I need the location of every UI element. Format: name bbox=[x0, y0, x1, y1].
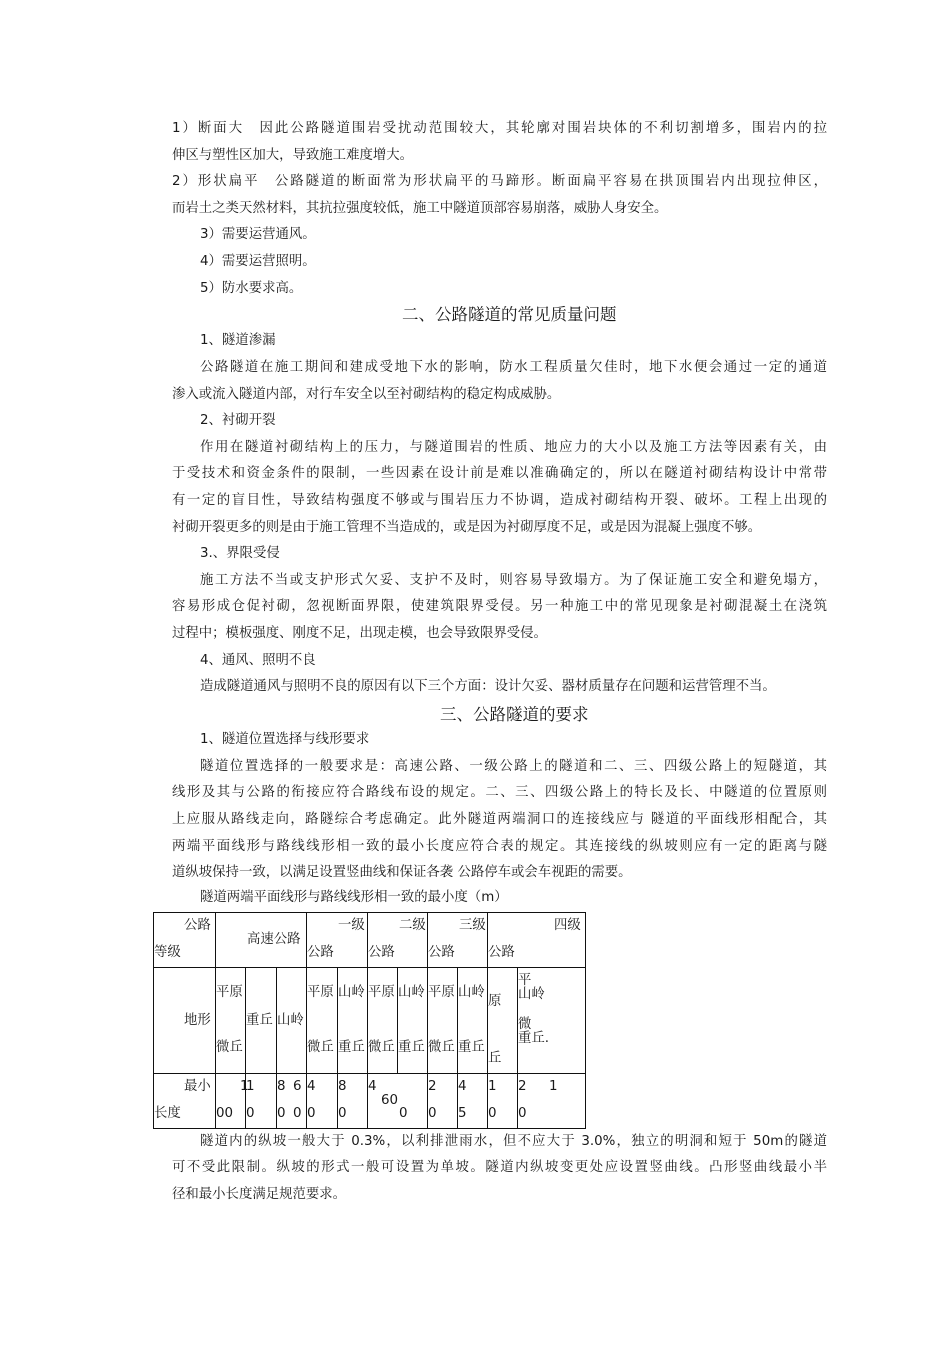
cell-t8 bbox=[428, 968, 458, 1074]
table-v10-top: 4 bbox=[458, 1079, 467, 1094]
table-v5-top: 4 bbox=[307, 1079, 316, 1094]
table-v12-top: 2 bbox=[518, 1079, 527, 1094]
table-h-yiji-gonglu: 公路 bbox=[307, 945, 334, 960]
cell-gaosu bbox=[216, 913, 307, 968]
table-h-zuixiao: 最小 bbox=[184, 1079, 211, 1094]
cell-t6 bbox=[368, 968, 398, 1074]
section-2-4-text: 造成隧道通风与照明不良的原因有以下三个方面：设计欠妥、器材质量存在问题和运营管理不当。 bbox=[200, 679, 776, 694]
cell-t10 bbox=[488, 968, 518, 1074]
cell-siji bbox=[488, 913, 586, 968]
table-t6-weiqiu: 微丘 bbox=[368, 1040, 395, 1055]
table-t8-pingyuan: 平原 bbox=[428, 985, 455, 1000]
item-2-line-1: 2）形状扁平 公路隧道的断面常为形状扁平的马蹄形。断面扁平容易在拱顶围岩内出现拉伸区， bbox=[172, 174, 827, 189]
item-4: 4）需要运营照明。 bbox=[200, 254, 316, 269]
table-t9-shanling: 山岭 bbox=[458, 985, 485, 1000]
table-h-siji: 四级 bbox=[554, 918, 581, 933]
table-v1-top: 1 bbox=[240, 1079, 249, 1094]
table-v11-top: 1 bbox=[488, 1079, 497, 1094]
table-t10-qiu: 丘 bbox=[488, 1051, 502, 1066]
table-t6-pingyuan: 平原 bbox=[368, 985, 395, 1000]
cell-v7 bbox=[368, 1074, 428, 1129]
cell-grade-label bbox=[154, 913, 216, 968]
cell-t9 bbox=[458, 968, 488, 1074]
table-h-gonglu: 公路 bbox=[184, 918, 211, 933]
item-5: 5）防水要求高。 bbox=[200, 281, 303, 296]
table-v10-bot: 5 bbox=[458, 1106, 467, 1121]
table-t4-pingyuan: 平原 bbox=[307, 985, 334, 1000]
table-t1-weiqiu: 微丘 bbox=[216, 1040, 243, 1055]
table-h-siji-gonglu: 公路 bbox=[488, 945, 515, 960]
section-2-2-text-line-1: 作用在隧道衬砌结构上的压力，与隧道围岩的性质、地应力的大小以及施工方法等因素有关，由 bbox=[200, 440, 827, 455]
cell-t5 bbox=[338, 968, 368, 1074]
section-3-1-text-line-5: 道纵坡保持一致，以满足设置竖曲线和保证各袭 公路停车或会车视距的需要。 bbox=[172, 865, 632, 880]
table-v9-top: 2 bbox=[428, 1079, 437, 1094]
table-header-row-terrain bbox=[154, 968, 586, 1074]
table-t1-pingyuan: 平原 bbox=[216, 985, 243, 1000]
cell-minlen-label bbox=[154, 1074, 216, 1129]
section-2-1-text-line-2: 渗入或流入隧道内部，对行车安全以至衬砌结构的稳定构成威胁。 bbox=[172, 387, 561, 402]
table-h-changdu: 长度 bbox=[154, 1106, 181, 1121]
table-v6-top: 8 bbox=[338, 1079, 347, 1094]
table-t4-weiqiu: 微丘 bbox=[307, 1040, 334, 1055]
cell-v6 bbox=[338, 1074, 368, 1129]
cell-t1 bbox=[216, 968, 246, 1074]
cell-yiji bbox=[307, 913, 368, 968]
cell-v10 bbox=[458, 1074, 488, 1129]
table-t9-zhongqiu: 重丘 bbox=[458, 1040, 485, 1055]
cell-erji bbox=[368, 913, 428, 968]
table-h-sanji: 三级 bbox=[459, 918, 486, 933]
table-v13-top: 1 bbox=[549, 1079, 558, 1094]
cell-v11 bbox=[488, 1074, 518, 1129]
section-2-3-text-line-3: 过程中；模板强度、刚度不足，出现走模，也会导致限界受侵。 bbox=[172, 626, 547, 641]
item-1-line-1: 1）断面大 因此公路隧道围岩受扰动范围较大，其轮廓对围岩块体的不利切割增多，围岩内的拉 bbox=[172, 121, 827, 136]
after-table-line-2: 可不受此限制。纵坡的形式一般可设置为单坡。隧道内纵坡变更处应设置竖曲线。凸形竖曲线最小半 bbox=[172, 1160, 827, 1175]
table-t11-ping: 平 bbox=[518, 973, 532, 988]
cell-t4 bbox=[307, 968, 338, 1074]
cell-terrain-label bbox=[154, 968, 216, 1074]
item-3: 3）需要运营通风。 bbox=[200, 227, 316, 242]
table-v2-bot: 0 bbox=[246, 1106, 255, 1121]
section-3-heading: 三、公路隧道的要求 bbox=[440, 705, 589, 724]
section-3-1-text-line-4: 两端平面线形与路线线形相一致的最小长度应符合表的规定。其连接线的纵坡则应有一定的距离与隧 bbox=[172, 839, 827, 854]
table-t10-yuan: 原 bbox=[488, 994, 502, 1009]
table-v4-bot: 0 bbox=[293, 1106, 302, 1121]
after-table-line-1: 隧道内的纵坡一般大于 0.3%，以利排泄雨水，但不应大于 3.0%，独立的明洞和短于 50m的隧道 bbox=[200, 1134, 827, 1149]
table-v1-bot: 00 bbox=[216, 1106, 234, 1121]
section-2-2-title: 2、衬砌开裂 bbox=[200, 413, 276, 428]
table-t5-shanling: 山岭 bbox=[338, 985, 365, 1000]
table-v11-bot: 0 bbox=[488, 1106, 497, 1121]
cell-v5 bbox=[307, 1074, 338, 1129]
cell-v3 bbox=[277, 1074, 307, 1129]
section-2-2-text-line-4: 衬砌开裂更多的则是由于施工管理不当造成的，或是因为衬砌厚度不足，或是因为混凝上强度不够。 bbox=[172, 520, 762, 535]
cell-v1 bbox=[216, 1074, 249, 1129]
table-v2-top: 1 bbox=[246, 1079, 255, 1094]
table-row-min-length bbox=[154, 1074, 586, 1129]
table-t2-zhongqiu: 重丘 bbox=[246, 1013, 273, 1028]
table-v12-bot: 0 bbox=[518, 1106, 527, 1121]
table-t3-shanling: 山岭 bbox=[277, 1013, 304, 1028]
section-2-3-text-line-1: 施工方法不当或支护形式欠妥、支护不及时，则容易导致塌方。为了保证施工安全和避免塌方， bbox=[200, 573, 827, 588]
cell-t2 bbox=[246, 968, 277, 1074]
after-table-line-3: 径和最小长度满足规范要求。 bbox=[172, 1187, 347, 1202]
table-v3-top: 8 bbox=[277, 1079, 286, 1094]
table-t5-zhongqiu: 重丘 bbox=[338, 1040, 365, 1055]
table-t11-zhongqiu: 重丘. bbox=[518, 1031, 550, 1046]
table-v9-bot: 0 bbox=[428, 1106, 437, 1121]
cell-v9 bbox=[428, 1074, 458, 1129]
cell-t7 bbox=[398, 968, 428, 1074]
table-v8-bot: 0 bbox=[399, 1106, 408, 1121]
table-h-gaosu: 高速公路 bbox=[247, 932, 301, 947]
section-2-heading: 二、公路隧道的常见质量问题 bbox=[402, 305, 617, 324]
table-t7-zhongqiu: 重丘 bbox=[398, 1040, 425, 1055]
table-caption: 隧道两端平面线形与路线线形相一致的最小度（m） bbox=[200, 890, 508, 905]
table-header-row-grade bbox=[154, 913, 586, 968]
table-h-erji: 二级 bbox=[399, 918, 426, 933]
table-h-yiji: 一级 bbox=[338, 918, 365, 933]
cell-t11 bbox=[518, 968, 586, 1074]
cell-v2 bbox=[246, 1074, 277, 1129]
cell-t3 bbox=[277, 968, 307, 1074]
section-3-1-text-line-1: 隧道位置选择的一般要求是：高速公路、一级公路上的隧道和二、三、四级公路上的短隧道，其 bbox=[200, 759, 827, 774]
section-3-1-title: 1、隧道位置选择与线形要求 bbox=[200, 732, 370, 747]
section-2-2-text-line-3: 有一定的盲目性，导致结构强度不够或与围岩压力不协调，造成衬砌结构开裂、破坏。工程上出现的 bbox=[172, 493, 827, 508]
table-h-dixing: 地形 bbox=[184, 1013, 211, 1028]
table-v6-bot: 0 bbox=[338, 1106, 347, 1121]
cell-sanji bbox=[428, 913, 488, 968]
table-h-sanji-gonglu: 公路 bbox=[428, 945, 455, 960]
section-3-1-text-line-2: 线形及其与公路的衔接应符合路线布设的规定。二、三、四级公路上的特长及长、中隧道的位置原则 bbox=[172, 785, 827, 800]
section-2-1-title: 1、隧道渗漏 bbox=[200, 333, 276, 348]
table-t7-shanling: 山岭 bbox=[398, 985, 425, 1000]
table-v4-top: 6 bbox=[293, 1079, 302, 1094]
section-2-4-title: 4、通风、照明不良 bbox=[200, 653, 316, 668]
section-2-2-text-line-2: 于受技术和资金条件的限制，一些因素在设计前是难以准确确定的，所以在隧道衬砌结构设计中常带 bbox=[172, 466, 827, 481]
section-2-1-text-line-1: 公路隧道在施工期间和建成受地下水的影响，防水工程质量欠佳时，地下水便会通过一定的通道 bbox=[200, 360, 827, 375]
table-t11-wei: 微 bbox=[518, 1017, 532, 1032]
section-3-1-text-line-3: 上应服从路线走向，路隧综合考虑确定。此外隧道两端洞口的连接线应与 隧道的平面线形相配合，其 bbox=[172, 812, 827, 827]
section-2-3-text-line-2: 容易形成仓促衬砌，忽视断面界限，使建筑限界受侵。另一种施工中的常见现象是衬砌混凝土在浇筑 bbox=[172, 599, 827, 614]
item-2-line-2: 而岩土之类天然材料，其抗拉强度较低，施工中隧道顶部容易崩落，威胁人身安全。 bbox=[172, 201, 668, 216]
min-length-table bbox=[153, 912, 586, 1129]
table-h-dengji: 等级 bbox=[154, 945, 181, 960]
table-v7-mid: 60 bbox=[381, 1093, 399, 1108]
cell-v12 bbox=[518, 1074, 586, 1129]
table-v5-bot: 0 bbox=[307, 1106, 316, 1121]
table-v3-bot: 0 bbox=[277, 1106, 286, 1121]
section-2-3-title: 3.、界限受侵 bbox=[200, 546, 280, 561]
table-h-erji-gonglu: 公路 bbox=[368, 945, 395, 960]
item-1-line-2: 伸区与塑性区加大，导致施工难度增大。 bbox=[172, 148, 414, 163]
table-t8-weiqiu: 微丘 bbox=[428, 1040, 455, 1055]
table-t11-shanling: 山岭 bbox=[518, 987, 545, 1002]
table-v7-top: 4 bbox=[368, 1079, 377, 1094]
